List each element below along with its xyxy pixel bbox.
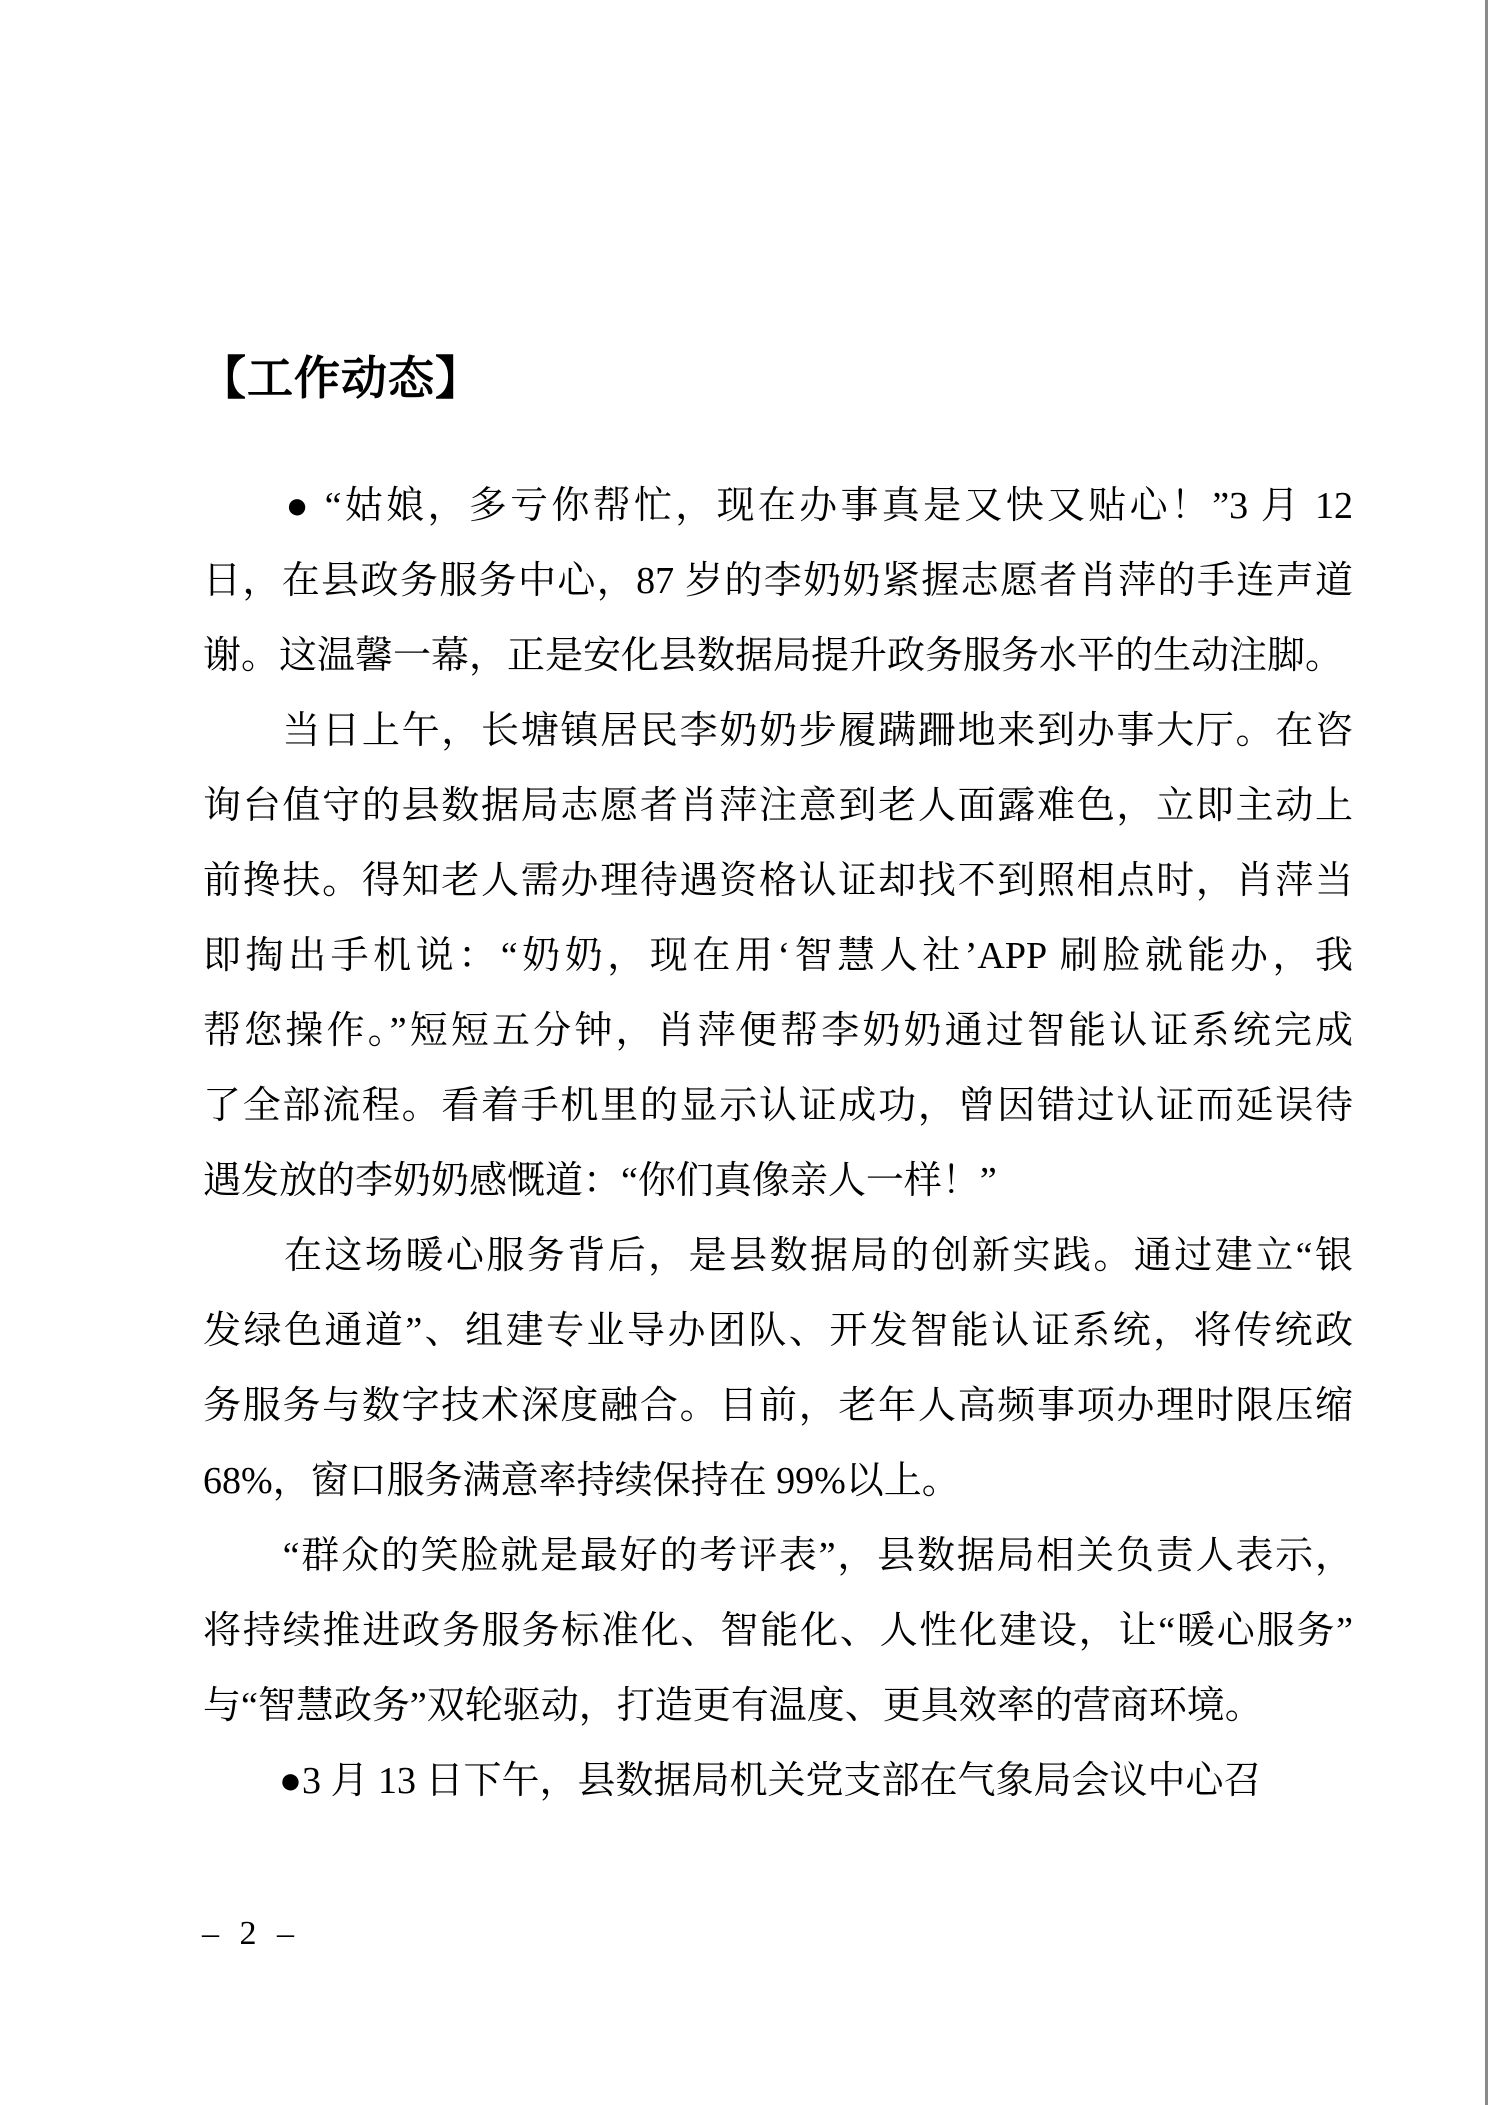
text-line: 在这场暖心服务背后，是县数据局的创新实践。通过建立“银 <box>203 1235 1353 1277</box>
page-number: – 2 – <box>202 1915 300 1952</box>
text-line: 询台值守的县数据局志愿者肖萍注意到老人面露难色，立即主动上 <box>203 785 1353 827</box>
text-line: 与“智慧政务”双轮驱动，打造更有温度、更具效率的营商环境。 <box>203 1685 1263 1727</box>
text-line: 将持续推进政务服务标准化、智能化、人性化建设，让“暖心服务” <box>203 1610 1353 1652</box>
text-line: 前搀扶。得知老人需办理待遇资格认证却找不到照相点时，肖萍当 <box>203 860 1353 902</box>
text-line: 帮您操作。”短短五分钟，肖萍便帮李奶奶通过智能认证系统完成 <box>203 1010 1353 1052</box>
text-line: 日，在县政务服务中心，87 岁的李奶奶紧握志愿者肖萍的手连声道 <box>203 560 1353 602</box>
text-line: 当日上午，长塘镇居民李奶奶步履蹒跚地来到办事大厅。在咨 <box>203 710 1353 752</box>
document-body <box>203 469 1353 1819</box>
text-line: 68%，窗口服务满意率持续保持在 99%以上。 <box>203 1460 960 1502</box>
text-line: ●3 月 13 日下午，县数据局机关党支部在气象局会议中心召 <box>203 1760 1262 1802</box>
text-line: 发绿色通道”、组建专业导办团队、开发智能认证系统，将传统政 <box>203 1310 1353 1352</box>
text-line: “群众的笑脸就是最好的考评表”，县数据局相关负责人表示， <box>203 1535 1353 1577</box>
text-line: 即掏出手机说：“奶奶，现在用‘智慧人社’APP 刷脸就能办，我 <box>203 935 1353 977</box>
text-line: 了全部流程。看着手机里的显示认证成功，曾因错过认证而延误待 <box>203 1085 1353 1127</box>
section-title: 【工作动态】 <box>200 352 482 404</box>
text-line: ● “姑娘，多亏你帮忙，现在办事真是又快又贴心！”3 月 12 <box>203 485 1353 527</box>
text-line: 谢。这温馨一幕，正是安化县数据局提升政务服务水平的生动注脚。 <box>203 635 1344 677</box>
text-line: 务服务与数字技术深度融合。目前，老年人高频事项办理时限压缩 <box>203 1385 1353 1427</box>
text-line: 遇发放的李奶奶感慨道：“你们真像亲人一样！” <box>203 1160 997 1202</box>
